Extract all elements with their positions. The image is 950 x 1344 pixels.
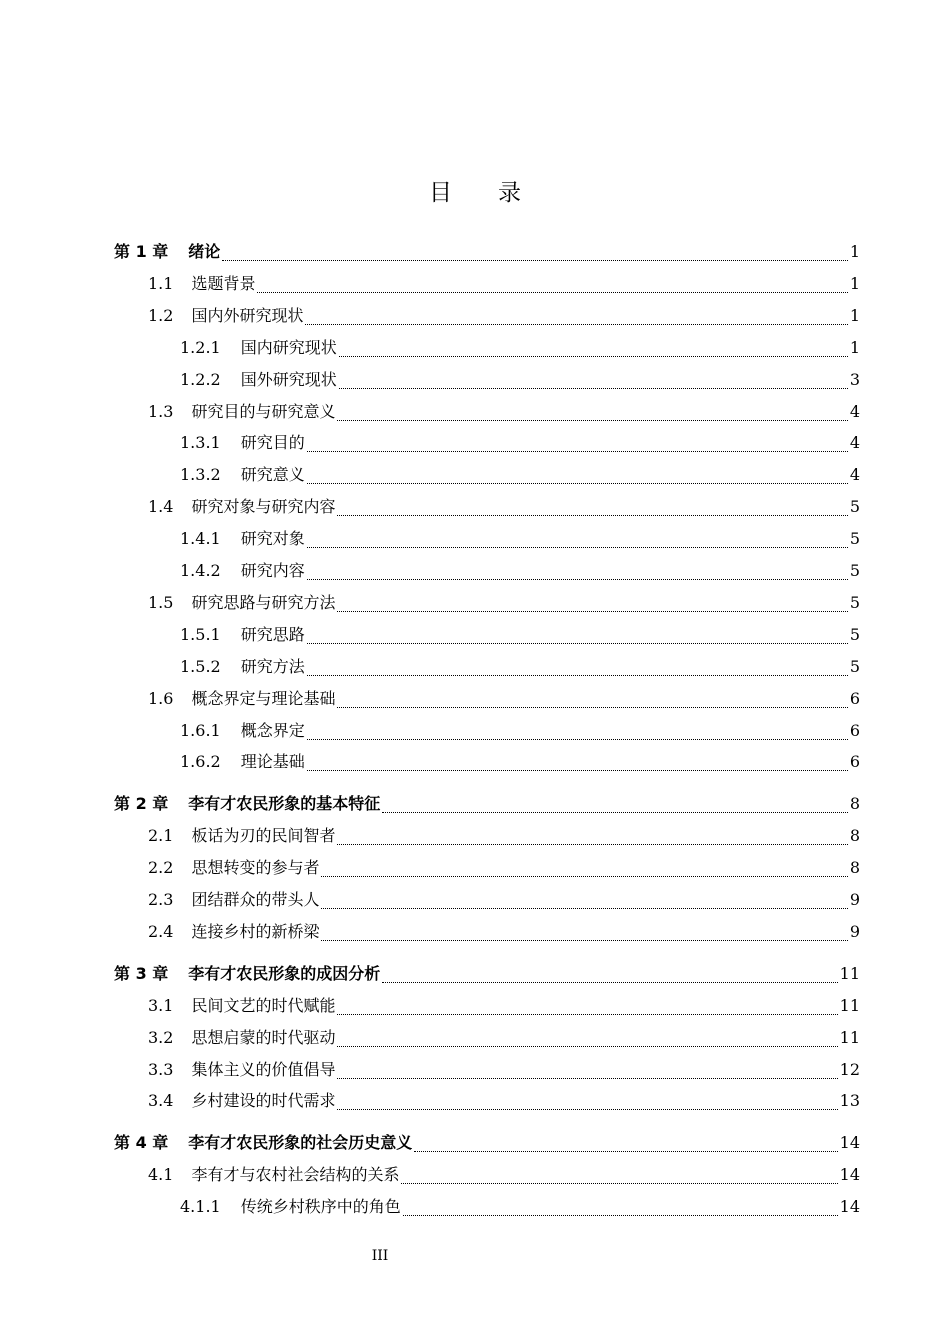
toc-entry-label: 传统乡村秩序中的角色 xyxy=(240,1197,401,1217)
toc-entry-number: 1.6.2 xyxy=(180,752,221,772)
toc-subsection-entry[interactable] xyxy=(180,334,860,362)
toc-entry-number: 2.2 xyxy=(148,858,174,878)
toc-dot-leader xyxy=(307,579,848,580)
toc-entry-page: 9 xyxy=(849,921,860,941)
toc-section-entry[interactable] xyxy=(148,398,860,426)
toc-entry-number: 2.4 xyxy=(148,921,174,941)
toc-section-entry[interactable] xyxy=(148,589,860,617)
toc-dot-leader xyxy=(403,1215,838,1216)
toc-dot-leader xyxy=(321,876,847,877)
toc-dot-leader xyxy=(222,260,848,261)
toc-entry-label: 思想启蒙的时代驱动 xyxy=(191,1027,336,1047)
toc-entry-page: 11 xyxy=(839,963,860,983)
toc-entry-label: 选题背景 xyxy=(191,273,256,293)
toc-subsection-entry[interactable] xyxy=(180,429,860,457)
toc-dot-leader xyxy=(321,908,847,909)
toc-entry-label: 集体主义的价值倡导 xyxy=(191,1059,336,1079)
toc-dot-leader xyxy=(307,770,848,771)
toc-section-entry[interactable] xyxy=(148,854,860,882)
toc-entry-page: 5 xyxy=(849,592,860,612)
toc-chapter-entry[interactable] xyxy=(114,960,860,988)
page-title: 目录 xyxy=(429,180,567,206)
toc-entry-page: 14 xyxy=(839,1197,860,1217)
toc-entry-page: 11 xyxy=(839,1027,860,1047)
toc-section-entry[interactable] xyxy=(148,1056,860,1084)
toc-section-entry[interactable] xyxy=(148,992,860,1020)
toc-entry-number: 3.3 xyxy=(148,1059,174,1079)
toc-section-entry[interactable] xyxy=(148,1024,860,1052)
toc-section-entry[interactable] xyxy=(148,1087,860,1115)
toc-dot-leader xyxy=(339,356,848,357)
toc-section-entry[interactable] xyxy=(148,270,860,298)
toc-entry-label: 概念界定 xyxy=(240,720,305,740)
toc-dot-leader xyxy=(337,707,847,708)
toc-entry-number: 1.4.2 xyxy=(180,561,221,580)
toc-entry-number: 3.4 xyxy=(148,1091,174,1111)
toc-entry-label: 李有才农民形象的成因分析 xyxy=(188,963,381,983)
toc-entry-number: 1.2.1 xyxy=(180,337,221,357)
toc-dot-leader xyxy=(321,940,847,941)
toc-dot-leader xyxy=(382,982,837,983)
toc-entry-number: 第 1 章 xyxy=(114,242,169,261)
toc-entry-label: 概念界定与理论基础 xyxy=(191,688,336,708)
toc-entry-page: 4 xyxy=(849,401,860,421)
toc-entry-page: 4 xyxy=(849,433,860,453)
page-number-footer: III xyxy=(371,1248,389,1264)
toc-entry-label: 李有才农民形象的社会历史意义 xyxy=(188,1133,413,1153)
toc-entry-page: 13 xyxy=(839,1091,860,1111)
toc-entry-number: 4.1.1 xyxy=(180,1197,221,1217)
toc-dot-leader xyxy=(337,1109,837,1110)
toc-entry-page: 14 xyxy=(839,1133,860,1153)
toc-entry-label: 研究对象 xyxy=(240,529,305,549)
toc-subsection-entry[interactable] xyxy=(180,557,860,585)
toc-dot-leader xyxy=(337,515,847,516)
toc-dot-leader xyxy=(337,844,847,845)
toc-subsection-entry[interactable] xyxy=(180,717,860,745)
toc-entry-label: 研究内容 xyxy=(240,561,305,580)
toc-dot-leader xyxy=(337,1078,837,1079)
toc-entry-page: 3 xyxy=(849,369,860,389)
toc-dot-leader xyxy=(307,483,848,484)
toc-entry-number: 4.1 xyxy=(148,1165,174,1185)
toc-section-entry[interactable] xyxy=(148,822,860,850)
toc-entry-page: 6 xyxy=(849,752,860,772)
toc-entry-number: 1.5 xyxy=(148,592,174,612)
toc-dot-leader xyxy=(307,451,848,452)
toc-subsection-entry[interactable] xyxy=(180,1193,860,1221)
toc-entry-page: 5 xyxy=(849,656,860,676)
toc-entry-page: 14 xyxy=(839,1165,860,1185)
toc-entry-page: 1 xyxy=(849,273,860,293)
toc-entry-page: 5 xyxy=(849,624,860,644)
toc-entry-page: 8 xyxy=(849,794,860,814)
toc-entry-label: 连接乡村的新桥梁 xyxy=(191,921,320,941)
toc-entry-label: 乡村建设的时代需求 xyxy=(191,1091,336,1111)
toc-entry-label: 研究方法 xyxy=(240,656,305,676)
toc-entry-number: 1.6.1 xyxy=(180,720,221,740)
toc-entry-label: 李有才农民形象的基本特征 xyxy=(188,794,381,814)
toc-entry-page: 8 xyxy=(849,858,860,878)
toc-entry-number: 3.2 xyxy=(148,1027,174,1047)
toc-entry-label: 研究目的与研究意义 xyxy=(191,401,336,421)
toc-entry-label: 李有才与农村社会结构的关系 xyxy=(191,1165,400,1185)
toc-entry-page: 5 xyxy=(849,561,860,580)
toc-entry-number: 1.4 xyxy=(148,497,174,517)
toc-entry-label: 研究意义 xyxy=(240,465,305,485)
toc-dot-leader xyxy=(414,1151,837,1152)
toc-section-entry[interactable] xyxy=(148,685,860,713)
toc-chapter-entry[interactable] xyxy=(114,790,860,818)
toc-dot-leader xyxy=(307,739,848,740)
toc-entry-label: 国外研究现状 xyxy=(240,369,337,389)
toc-entry-page: 12 xyxy=(839,1059,860,1079)
toc-entry-number: 第 2 章 xyxy=(114,794,169,814)
toc-subsection-entry[interactable] xyxy=(180,461,860,489)
toc-entry-number: 2.1 xyxy=(148,826,174,846)
toc-entry-label: 团结群众的带头人 xyxy=(191,890,320,909)
toc-entry-number: 1.3.2 xyxy=(180,465,221,485)
toc-dot-leader xyxy=(337,1046,837,1047)
toc-subsection-entry[interactable] xyxy=(180,366,860,394)
toc-subsection-entry[interactable] xyxy=(180,621,860,649)
toc-chapter-entry[interactable] xyxy=(114,238,860,266)
toc-entry-label: 理论基础 xyxy=(240,752,305,772)
toc-dot-leader xyxy=(307,675,848,676)
toc-dot-leader xyxy=(257,292,847,293)
toc-entry-label: 研究目的 xyxy=(240,433,305,453)
toc-entry-page: 1 xyxy=(849,305,860,325)
toc-entry-number: 3.1 xyxy=(148,995,174,1015)
toc-entry-page: 5 xyxy=(849,529,860,549)
toc-entry-number: 1.1 xyxy=(148,273,174,293)
toc-section-entry[interactable] xyxy=(148,886,860,914)
toc-entry-label: 研究思路与研究方法 xyxy=(191,592,336,612)
toc-entry-label: 思想转变的参与者 xyxy=(191,858,320,878)
toc-entry-number: 1.5.1 xyxy=(180,624,221,644)
toc-chapter-entry[interactable] xyxy=(114,1129,860,1157)
toc-entry-number: 1.2.2 xyxy=(180,369,221,389)
toc-dot-leader xyxy=(382,812,848,813)
toc-entry-page: 6 xyxy=(849,720,860,740)
toc-entry-number: 1.4.1 xyxy=(180,529,221,549)
toc-entry-page: 1 xyxy=(849,242,860,261)
toc-entry-page: 6 xyxy=(849,688,860,708)
toc-dot-leader xyxy=(337,1014,837,1015)
toc-dot-leader xyxy=(307,547,848,548)
toc-entry-label: 国内研究现状 xyxy=(240,337,337,357)
toc-section-entry[interactable] xyxy=(148,1161,860,1189)
toc-entry-label: 民间文艺的时代赋能 xyxy=(191,995,336,1015)
toc-entry-page: 4 xyxy=(849,465,860,485)
toc-entry-number: 1.5.2 xyxy=(180,656,221,676)
toc-entry-number: 1.6 xyxy=(148,688,174,708)
toc-entry-label: 板话为刃的民间智者 xyxy=(191,826,336,846)
toc-entry-number: 1.2 xyxy=(148,305,174,325)
toc-entry-page: 8 xyxy=(849,826,860,846)
toc-section-entry[interactable] xyxy=(148,493,860,521)
toc-dot-leader xyxy=(337,420,847,421)
toc-dot-leader xyxy=(307,643,848,644)
toc-entry-number: 第 4 章 xyxy=(114,1133,169,1153)
toc-subsection-entry[interactable] xyxy=(180,525,860,553)
toc-entry-label: 国内外研究现状 xyxy=(191,305,304,325)
toc-subsection-entry[interactable] xyxy=(180,653,860,681)
toc-section-entry[interactable] xyxy=(148,302,860,330)
toc-entry-label: 研究思路 xyxy=(240,624,305,644)
toc-entry-page: 9 xyxy=(849,890,860,909)
toc-dot-leader xyxy=(339,388,848,389)
toc-entry-number: 2.3 xyxy=(148,890,174,909)
toc-dot-leader xyxy=(305,324,847,325)
toc-dot-leader xyxy=(401,1183,837,1184)
toc-entry-page: 5 xyxy=(849,497,860,517)
toc-entry-number: 1.3.1 xyxy=(180,433,221,453)
toc-entry-number: 1.3 xyxy=(148,401,174,421)
toc-subsection-entry[interactable] xyxy=(180,748,860,776)
toc-entry-label: 研究对象与研究内容 xyxy=(191,497,336,517)
toc-section-entry[interactable] xyxy=(148,918,860,946)
toc-entry-page: 11 xyxy=(839,995,860,1015)
toc-entry-page: 1 xyxy=(849,337,860,357)
toc-entry-number: 第 3 章 xyxy=(114,963,169,983)
toc-entry-label: 绪论 xyxy=(188,242,221,261)
toc-dot-leader xyxy=(337,611,847,612)
